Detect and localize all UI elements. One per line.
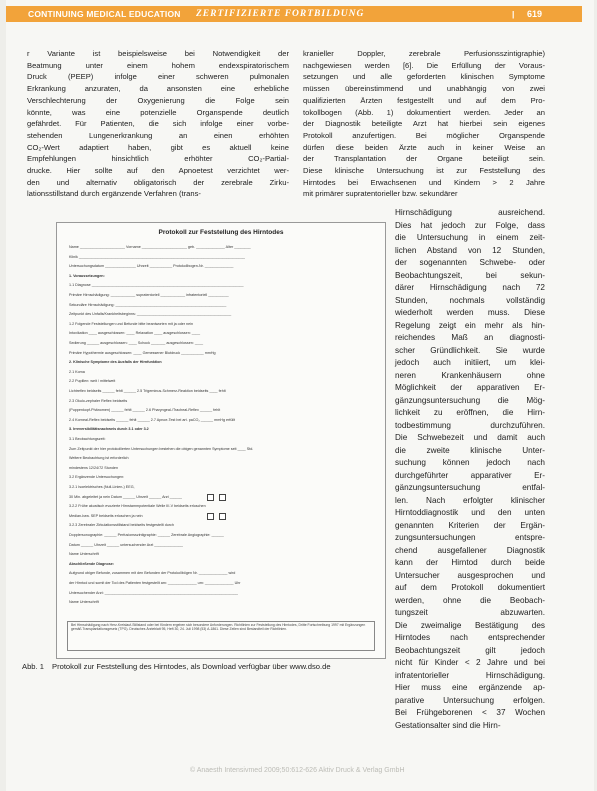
form-row: 2.4 Korneal-Reflex beidseits ______ fehlt ______ 2.7 Apnoe-Test bei art. paCO₂ ______ mmHg erfüllt bbox=[69, 417, 236, 422]
caption-text: Protokoll zur Feststellung des Hirntodes, als Download verfügbar über www.dso.de bbox=[52, 662, 331, 671]
text-line: Dies hat jedoch zur Folge, dass bbox=[395, 220, 545, 230]
text-line: reichendes Maß an diagnosti- bbox=[395, 333, 545, 342]
text-line: parative Untersuchung erfolgen. bbox=[395, 695, 545, 705]
text-line: Hirnschädigung ausreichend. bbox=[395, 208, 545, 217]
form-row: 3. Irreversibilitätsnachweis durch 3.1 oder 3.2 bbox=[69, 427, 149, 432]
caption-label: Abb. 1 bbox=[22, 662, 44, 671]
text-line: Bei Frühgeborenen < 37 Wochen bbox=[395, 708, 545, 717]
text-line: der Transplantation der Organe beteiligt sein. bbox=[303, 154, 545, 164]
text-line: Stunden, nochmals vollständig bbox=[395, 295, 545, 305]
form-row: Lichtreflex beidseits ______ fehlt ______ 2.5 Trigeminus-Schmerz-Reaktion beidseits ____ fehlt bbox=[69, 389, 226, 393]
text-line: tungszeit abzuwarten. bbox=[395, 608, 545, 617]
text-line: nicht für Kinder < 2 Jahre und bei bbox=[395, 658, 545, 667]
form-row: Zeitpunkt des Unfalls/Krankheitsbeginns: ______________________________________________ bbox=[69, 312, 232, 317]
form-row: Aufgrund obiger Befunde, zusammen mit den Befunden der Protokollbögen Nr. ______________ wird bbox=[69, 571, 236, 576]
form-row: 2.2 Pupillen: weit / mittelweit bbox=[69, 379, 116, 384]
text-line: stehenden Lungenerkrankung an einen erhöhten bbox=[27, 130, 289, 140]
text-line: Empfehlungen hinsichtlich erhöhter CO₂-Partial- bbox=[27, 154, 289, 164]
form-row: 3.2.1 Isoelektrisches (Null-Linien-) EEG, bbox=[69, 485, 135, 489]
text-line: neren Krankenhäusern ohne bbox=[395, 370, 545, 380]
form-row: Weitere Beobachtung ist erforderlich bbox=[69, 456, 129, 461]
text-line: tokollbogen (Abb. 1) dokumentiert werden. Jeder an bbox=[303, 107, 545, 117]
text-line: durchgeführter apparativer Er- bbox=[395, 470, 545, 480]
form-title: Protokoll zur Feststellung des Hirntodes bbox=[158, 229, 284, 236]
checkbox[interactable] bbox=[219, 494, 226, 501]
hirntod-protocol-form bbox=[56, 222, 386, 659]
text-line: zungsuntersuchungen entspre- bbox=[395, 533, 545, 542]
form-row: Name Unterschrift bbox=[69, 600, 99, 605]
text-line: nachgewiesen werden [6]. Die Erfüllung der Voraus- bbox=[303, 60, 545, 70]
form-row: Sedierung ______ ausgeschlossen: ____ Schock _______ ausgeschlossen: ____ bbox=[69, 341, 204, 345]
text-line: werden, ohne die Beobach- bbox=[395, 595, 545, 605]
text-line: setzungen und alle geforderten klinischen Symptome bbox=[303, 72, 545, 82]
form-footnote: Bei Hirnschädigung nach Herz-Kreislauf-Stillstand oder bei Kindern ergeben sich besondere Anforderungen. Richtlinien zur Feststellung des Hirntodes, Dritte Fortschreibung 1997 mit Ergänzungen gemäß Transplantationsgesetz (TPG). Deutsches Ärzteblatt 95, Heft 30, 24. Juli 1998 (53) A-1861. Diese Zeilen sind Bestandteil der Richtlinien. bbox=[67, 621, 375, 651]
form-row: Sekundäre Hirnschädigung: ______________________________________________________ bbox=[69, 302, 227, 307]
form-row: 2. Klinische Symptome des Ausfalls der Hirnfunktion bbox=[69, 360, 162, 365]
text-line: Möglichkeit der apparativen Er- bbox=[395, 383, 545, 392]
text-line: därer Hirnschädigung nach 72 bbox=[395, 283, 545, 292]
text-line: könnte, was eine potenzielle Organspende deutlich bbox=[27, 107, 289, 117]
header-separator: | bbox=[512, 9, 515, 19]
form-row: 2.3 Okulo-zephaler Reflex beidseits bbox=[69, 398, 128, 403]
text-line: gänzungsuntersuchung die Mög- bbox=[395, 395, 545, 405]
form-row: Abschließende Diagnose: bbox=[69, 561, 115, 566]
form-row: 30 Min. abgeleitet ja nein Datum ______ Uhrzeit ______ Arzt ______ bbox=[69, 494, 182, 499]
text-line: die zweite klinische Unter- bbox=[395, 445, 545, 455]
form-row: Datum ______ Uhrzeit ______ untersuchender Arzt ______________ bbox=[69, 542, 183, 547]
form-row: 3.1 Beobachtungszeit: bbox=[69, 437, 106, 441]
text-line: infratentorieller Hirnschädigung. bbox=[395, 670, 545, 680]
text-line: Untersucher ausgesprochen und bbox=[395, 570, 545, 580]
text-line: len. Nach erfolgter klinischer bbox=[395, 495, 545, 505]
form-row: 1. Voraussetzungen: bbox=[69, 273, 105, 278]
form-row: Untersuchender Arzt: _________________________________________________________________ bbox=[69, 590, 238, 595]
checkbox[interactable] bbox=[207, 494, 214, 501]
form-row: (Puppenkopf-Phänomen) ______ fehlt ______ 2.6 Pharyngeal-/Tracheal-Reflex ______ fehlt bbox=[69, 408, 221, 413]
body-column-2 bbox=[303, 48, 545, 200]
text-line: den und alternativ obligatorisch der zerebrale Zirku- bbox=[27, 177, 289, 187]
text-line: dürfen diese beiden Ärzte auch in keiner Weise an bbox=[303, 142, 545, 152]
text-line: lationsstillstand durch ergänzende Verfahren (trans- bbox=[27, 189, 201, 199]
text-line: Protokoll anzufertigen. Bei möglicher Organspende bbox=[303, 130, 545, 140]
text-line: lichkeit zu eröffnen, die Hirn- bbox=[395, 408, 545, 417]
text-line: qualifizierten Ärzten festgestellt und auf dem Pro- bbox=[303, 95, 545, 105]
form-row: Primäre Hirnschädigung: ____________ supratentoriell ____________ infratentoriell __________ bbox=[69, 293, 229, 297]
text-line: Verschlechterung der Oxygenierung die Folge sein bbox=[27, 95, 289, 105]
form-row: 3.2.3 Zerebraler Zirkulationsstillstand beidseits festgestellt durch bbox=[69, 523, 174, 528]
section-title-de: ZERTIFIZIERTE FORTBILDUNG bbox=[196, 9, 365, 19]
text-line: müssen übereinstimmend und unabhängig von zwei bbox=[303, 84, 545, 94]
text-line: scher Gründlichkeit. Sie wurde bbox=[395, 345, 545, 355]
form-row: der Hirntod und somit der Tod des Patienten festgestellt am: ______________ um: ______________ Uhr bbox=[69, 581, 241, 585]
form-row: Primäre Hypothermie ausgeschlossen: ____ Gemessener Blutdruck ___________ mmHg bbox=[69, 350, 216, 355]
text-line: gefährdet. Für Patienten, die sich infolge einer vorbe- bbox=[27, 119, 289, 129]
form-row: Untersuchungsdatum _______________ Uhrzeit ___________ Protokollbogen-Nr. ______________ bbox=[69, 264, 234, 269]
text-line: lichen Abstand von 12 Stunden, bbox=[395, 245, 545, 255]
text-line: Beobachtungszeit gilt jedoch bbox=[395, 645, 545, 655]
text-line: Die zweimalige Bestätigung des bbox=[395, 620, 545, 630]
copyright-footer: © Anaesth Intensivmed 2009;50:612-626 Aktiv Druck & Verlag GmbH bbox=[190, 767, 405, 774]
text-line: Regelung zeigt ein mehr als hin- bbox=[395, 320, 545, 330]
text-line: chend ausgefallener Diagnostik bbox=[395, 545, 545, 555]
form-row: 3.2.2 Frühe akustisch evozierte Hirnstammpotentiale Welle III-V beidseits erloschen bbox=[69, 504, 206, 509]
text-line: wiederholt werden muss. Diese bbox=[395, 308, 545, 317]
text-line: mit primärer supratentorieller bzw. sekundärer bbox=[303, 189, 458, 199]
text-line: Beobachtungszeit, bei sekun- bbox=[395, 270, 545, 280]
body-column-1 bbox=[27, 48, 289, 200]
text-line: Druck (PEEP) infolge einer schweren pulmonalen bbox=[27, 72, 289, 82]
text-line: auf dem Protokoll dokumentiert bbox=[395, 583, 545, 592]
form-row: Intoxikation ____ ausgeschlossen: ____ Relaxation ____ ausgeschlossen: ____ bbox=[69, 331, 200, 336]
form-row: Klinik _________________________________________________________________________________ bbox=[69, 254, 245, 259]
text-line: drucke. Hier sollte auf den Apnoetest verzichtet wer- bbox=[27, 166, 289, 176]
form-row: Zum Zeitpunkt der hier protokollierten Untersuchungen bestehen die obigen genannten Symptome seit ____ Std. bbox=[69, 446, 254, 451]
text-line: der sogenannten Schwebe- oder bbox=[395, 258, 545, 267]
text-line: Beatmung unter einem hohem endexspiratorischem bbox=[27, 60, 289, 70]
text-line: kranieller Doppler, zerebrale Perfusionsszintigraphie) bbox=[303, 49, 545, 58]
checkbox[interactable] bbox=[207, 513, 214, 520]
text-line: die Untersuchung in einem zeit- bbox=[395, 233, 545, 242]
text-line: kann der Hirntod durch beide bbox=[395, 558, 545, 567]
text-line: Gestationsalter sind die Hirn- bbox=[395, 720, 501, 730]
text-line: Hirntodes nach entsprechender bbox=[395, 633, 545, 642]
text-line: suchung können jedoch nach bbox=[395, 458, 545, 467]
form-row: Name Unterschrift bbox=[69, 552, 99, 557]
text-line: CO₂-Wert adaptiert haben, gibt es aktuell keine bbox=[27, 142, 289, 152]
text-line: Hirntoddiagnostik und den unten bbox=[395, 508, 545, 517]
form-row: Median-bzw. SEP beidseits erloschen ja nein bbox=[69, 513, 143, 518]
text-line: Hirntodes bei Erwachsenen und Kindern > 2 Jahre bbox=[303, 177, 545, 187]
text-line: Erkrankung anzuraten, da ansonsten eine erhebliche bbox=[27, 84, 289, 94]
form-row: 2.1 Koma bbox=[69, 369, 85, 374]
text-line: gänzungsuntersuchung entfal- bbox=[395, 483, 545, 492]
text-line: r Variante ist beispielsweise bei Notwendigkeit der bbox=[27, 49, 289, 58]
text-line: Diese klinische Untersuchung ist zur Feststellung des bbox=[303, 166, 545, 176]
text-line: der Diagnostik beteiligte Arzt hat hierbei sein eigenes bbox=[303, 119, 545, 129]
form-row: 1.1 Diagnose __________________________________________________________________________ bbox=[69, 283, 244, 288]
text-line: genannten Kriterien der Ergän- bbox=[395, 520, 545, 530]
page-header bbox=[6, 6, 582, 22]
form-row: Name ______________________ Vorname ______________________ geb. ______________ Alter ________ bbox=[69, 245, 251, 249]
text-line: Die Schwebezeit und damit auch bbox=[395, 433, 545, 442]
form-row: 3.2 Ergänzende Untersuchungen: bbox=[69, 475, 125, 480]
page-number: 619 bbox=[527, 9, 543, 19]
section-title: CONTINUING MEDICAL EDUCATION bbox=[28, 9, 181, 19]
text-line: todbestimmung durchzuführen. bbox=[395, 420, 545, 430]
checkbox[interactable] bbox=[219, 513, 226, 520]
form-row: Dopplersonographie: ______ Perfusionsszintigraphie: ______ Zerebrale Angiographie: ______ bbox=[69, 533, 224, 537]
body-column-3 bbox=[395, 207, 545, 732]
form-row: 1.2 Folgende Feststellungen und Befunde bitte beantworten mit ja oder nein bbox=[69, 321, 194, 326]
form-row: mindestens 12/24/72 Stunden bbox=[69, 465, 118, 470]
text-line: jedoch auch initiiert, um klei- bbox=[395, 358, 545, 367]
text-line: Hier muss eine ergänzende ap- bbox=[395, 683, 545, 692]
